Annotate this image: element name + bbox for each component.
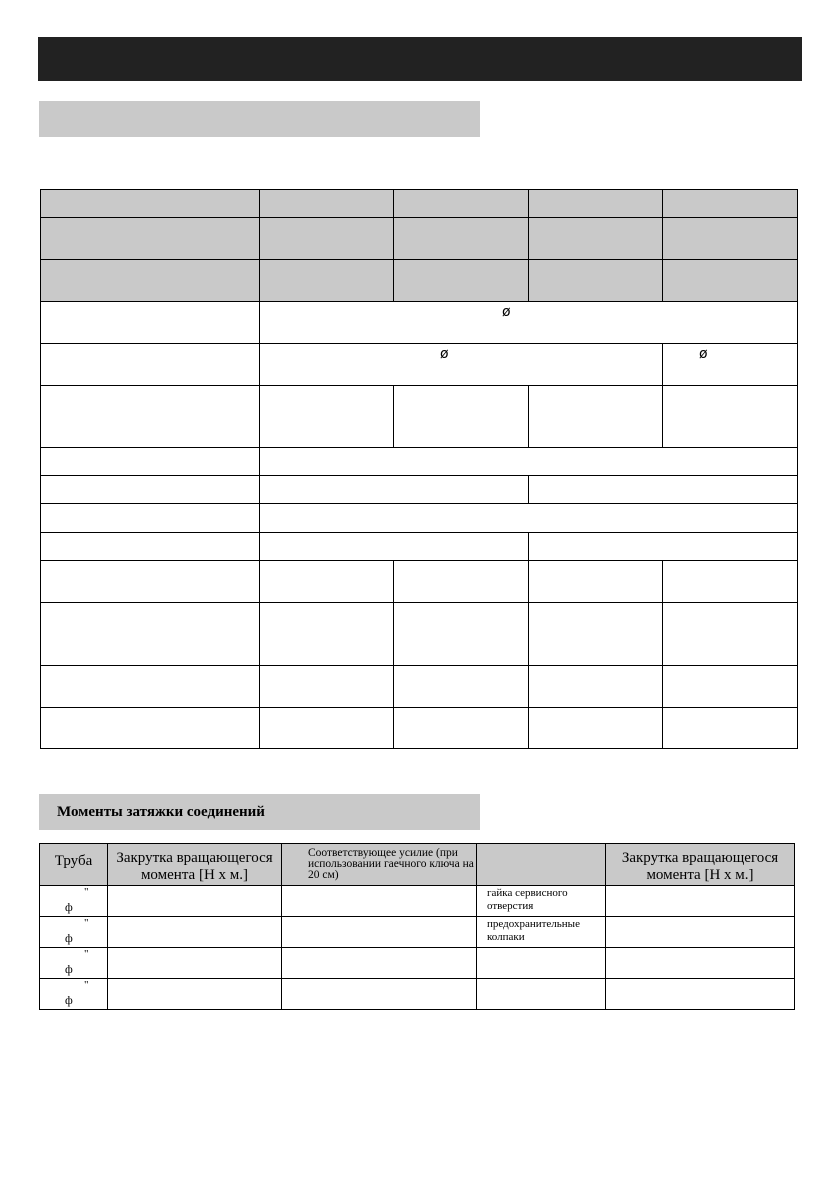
torque-table	[39, 843, 795, 1010]
inch-mark: "	[84, 979, 89, 991]
spec-row	[41, 666, 798, 708]
section-title: Моменты затяжки соединений	[57, 804, 265, 820]
spec-row	[41, 476, 798, 504]
specifications-table	[40, 189, 798, 749]
spec-row	[41, 302, 798, 344]
part-name	[477, 948, 606, 979]
table-row	[40, 979, 795, 1010]
header-part	[477, 844, 606, 886]
section-heading-bar-torque	[39, 794, 480, 830]
inch-mark: "	[84, 886, 89, 898]
torque-header-row	[40, 844, 795, 886]
header-torque: Закрутка вращающегося момента [Н х м.]	[108, 844, 282, 886]
spec-row	[41, 448, 798, 476]
header-pipe: Труба	[40, 844, 108, 886]
diameter-symbol: ø	[502, 304, 511, 320]
inch-mark: "	[84, 917, 89, 929]
diameter-label: ф	[65, 900, 73, 914]
spec-row	[41, 603, 798, 666]
part-name	[477, 979, 606, 1010]
spec-row	[41, 344, 798, 386]
spec-header-row	[41, 260, 798, 302]
spec-row	[41, 561, 798, 603]
top-header-bar	[38, 37, 802, 81]
table-row	[40, 917, 795, 948]
diameter-label: ф	[65, 931, 73, 945]
spec-header-row	[41, 218, 798, 260]
table-row	[40, 948, 795, 979]
spec-row	[41, 708, 798, 749]
section-heading-bar-specs	[39, 101, 480, 137]
diameter-symbol: ø	[699, 346, 708, 362]
table-row	[40, 886, 795, 917]
diameter-label: ф	[65, 993, 73, 1007]
header-torque-2: Закрутка вращающегося момента [Н х м.]	[606, 844, 795, 886]
diameter-symbol: ø	[440, 346, 449, 362]
inch-mark: "	[84, 948, 89, 960]
spec-row	[41, 386, 798, 448]
spec-header-row	[41, 190, 798, 218]
spec-row	[41, 504, 798, 533]
part-name: гайка сервисного отверстия	[477, 886, 606, 917]
header-force: Соответствующее усилие (при использовании гаечного ключа на 20 см)	[282, 844, 477, 886]
part-name: предохранительные колпаки	[477, 917, 606, 948]
spec-row	[41, 533, 798, 561]
diameter-label: ф	[65, 962, 73, 976]
